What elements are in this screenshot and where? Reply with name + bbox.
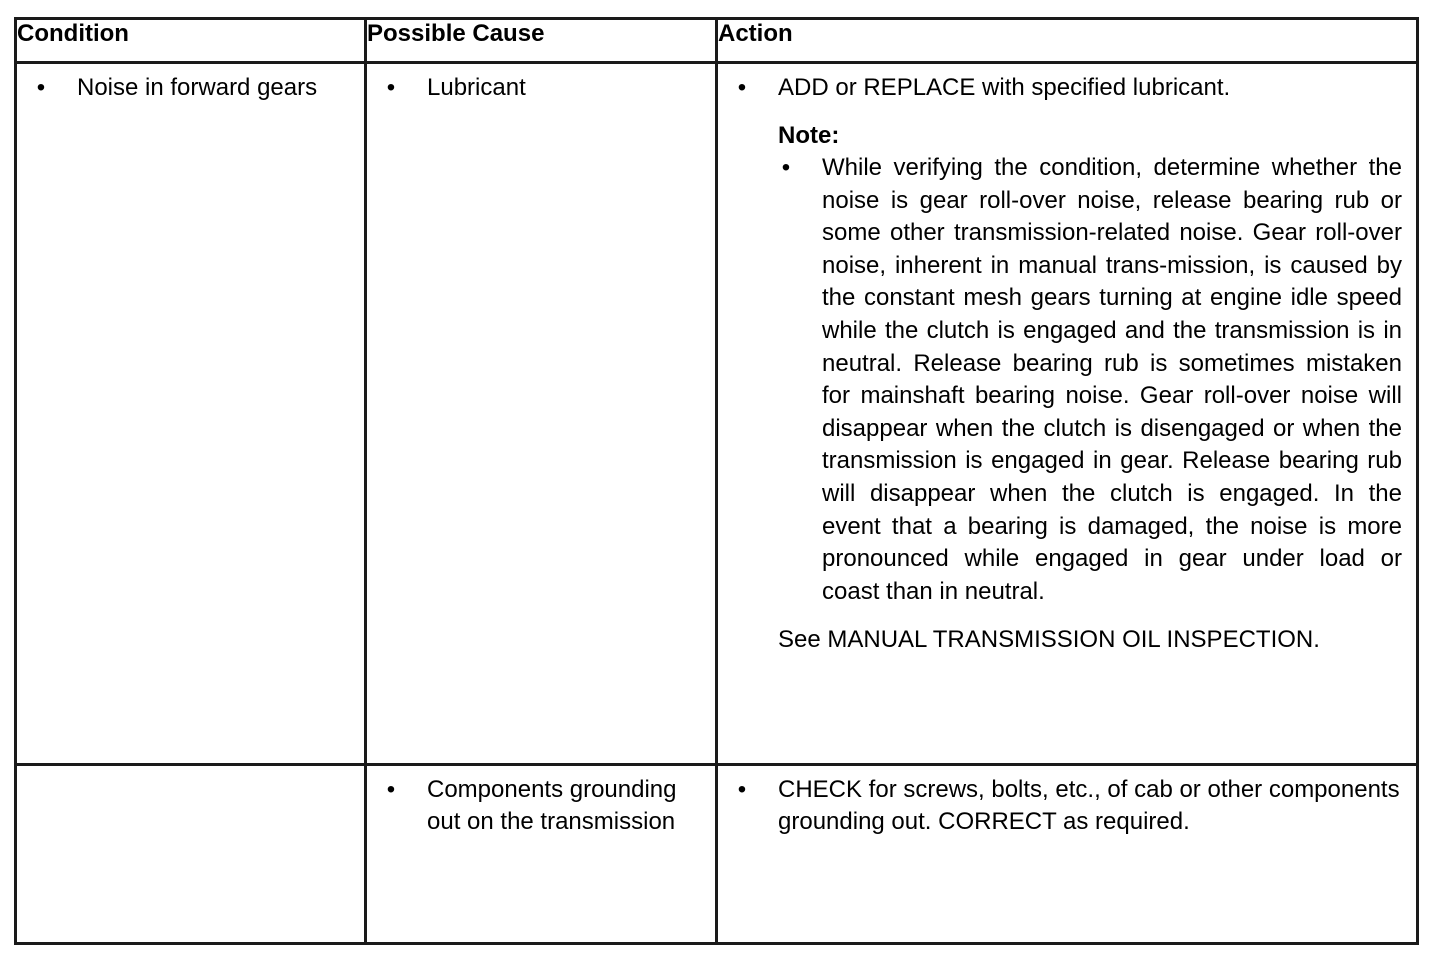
bullet-icon: •	[36, 74, 46, 101]
bullet-icon: •	[737, 74, 747, 101]
bullet-icon: •	[737, 776, 747, 803]
bullet-icon: •	[386, 776, 396, 803]
action-text: CHECK for screws, bolts, etc., of cab or other components grounding out. CORRECT as required.	[778, 776, 1400, 835]
header-possible-cause: Possible Cause	[366, 19, 717, 63]
note-item	[778, 152, 1402, 608]
action-cell	[717, 63, 1418, 765]
cause-item	[367, 766, 715, 838]
condition-cell	[16, 63, 366, 765]
cause-cell	[366, 765, 717, 944]
action-cell	[717, 765, 1418, 944]
cause-text: Components grounding out on the transmission	[427, 776, 677, 835]
action-text: ADD or REPLACE with specified lubricant.	[778, 74, 1231, 101]
diagnosis-table	[14, 17, 1419, 945]
cause-cell	[366, 63, 717, 765]
header-condition: Condition	[16, 19, 366, 63]
note-text: While verifying the condition, determine whether the noise is gear roll-over noise, release bearing rub or some other transmission-related noise. Gear roll-over noise, inherent in manual trans-mission, is caused by the constant mesh gears turning at engine idle speed while the clutch is engaged and the transmission is in neutral. Release bearing rub is sometimes mistaken for mainshaft bearing noise. Gear roll-over noise will disappear when the clutch is disengaged or when the transmission is engaged in gear. Release bearing rub will disappear when the clutch is engaged. In the event that a bearing is damaged, the noise is more pronounced while engaged in gear under load or coast than in neutral.	[822, 154, 1402, 605]
note-title: Note:	[778, 122, 840, 149]
header-row	[16, 19, 1418, 63]
condition-item	[17, 64, 364, 104]
bullet-icon: •	[386, 74, 396, 101]
cause-item	[367, 64, 715, 104]
table-row	[16, 765, 1418, 944]
see-also-reference: See MANUAL TRANSMISSION OIL INSPECTION.	[778, 626, 1320, 654]
table-row	[16, 63, 1418, 765]
condition-text: Noise in forward gears	[77, 74, 318, 101]
note-block	[718, 104, 1416, 608]
action-item	[718, 766, 1416, 838]
action-item	[718, 64, 1416, 104]
condition-cell-empty	[16, 765, 366, 944]
bullet-icon: •	[781, 154, 791, 181]
header-action: Action	[717, 19, 1418, 63]
cause-text: Lubricant	[427, 74, 526, 101]
